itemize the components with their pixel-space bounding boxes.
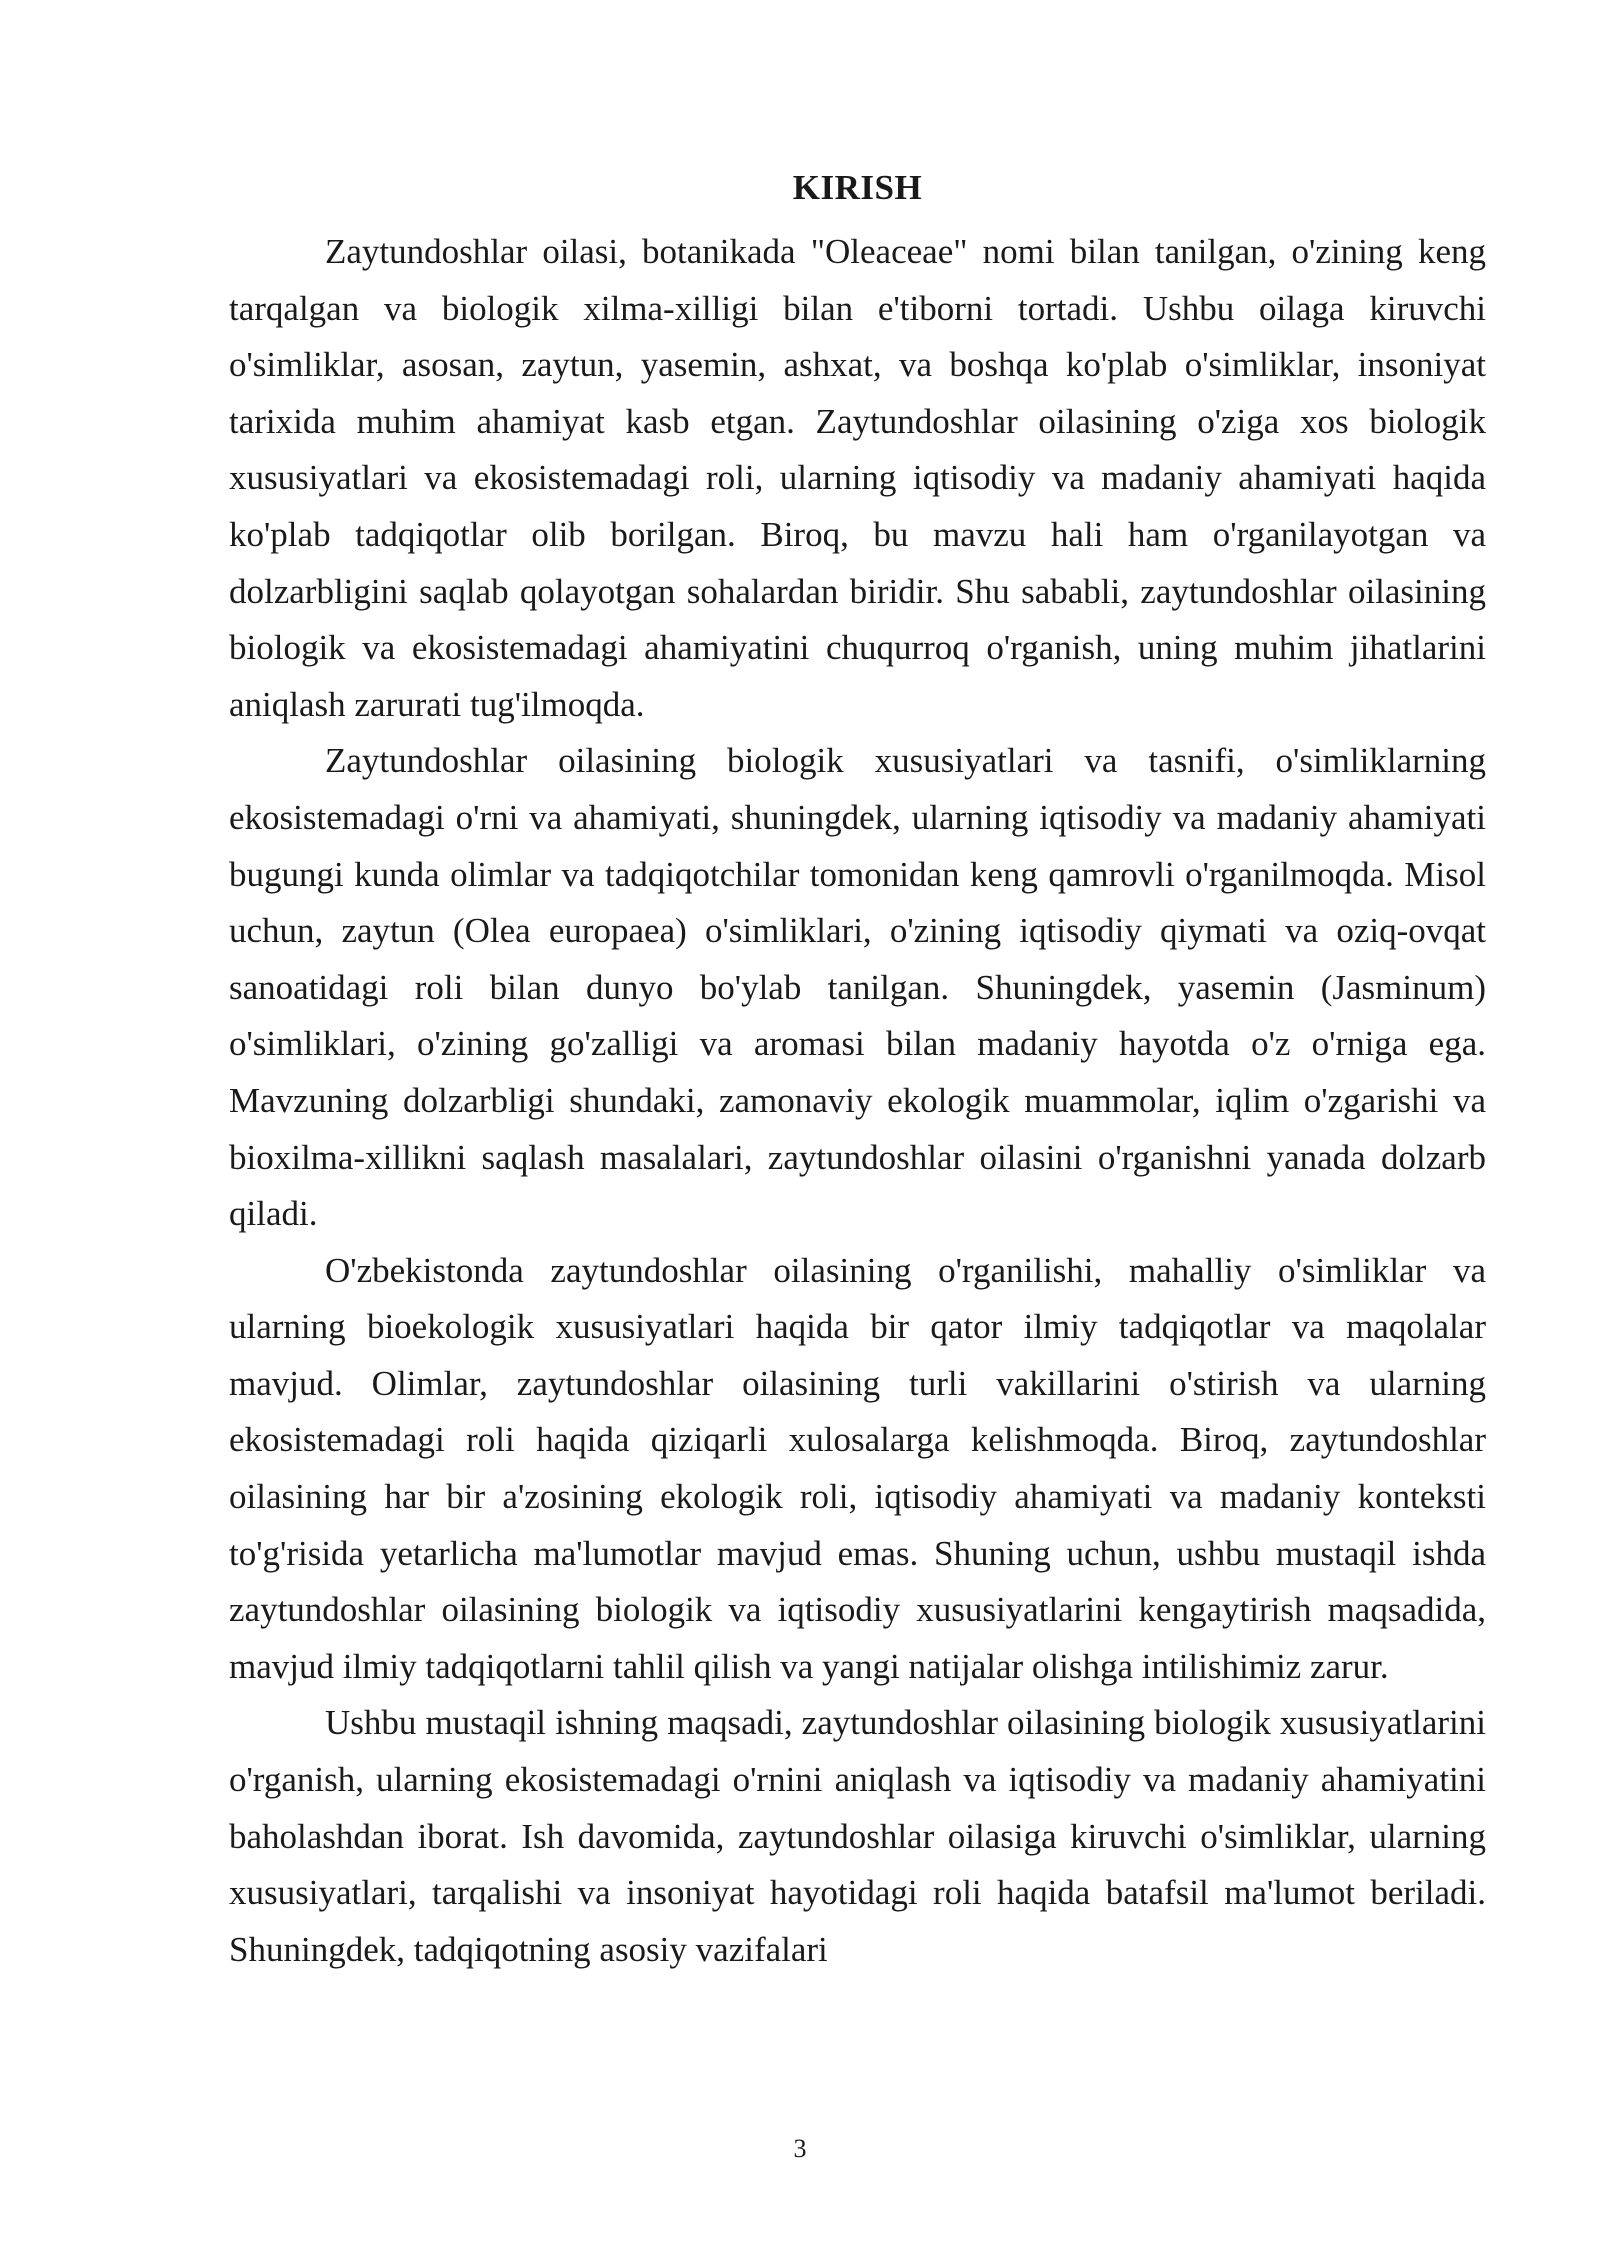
page-number: 3	[793, 2134, 807, 2163]
paragraph-1: Zaytundoshlar oilasi, botanikada "Oleaceae" nomi bilan tanilgan, o'zining keng tarqalgan va biologik xilma-xilligi bilan e'tiborni tortadi. Ushbu oilaga kiruvchi o'simliklar, asosan, zaytun, yasemin, ashxat, va boshqa ko'plab o'simliklar, insoniyat tarixida muhim ahamiyat kasb etgan. Zaytundoshlar oilasining o'ziga xos biologik xususiyatlari va ekosistemadagi roli, ularning iqtisodiy va madaniy ahamiyati haqida ko'plab tadqiqotlar olib borilgan. Biroq, bu mavzu hali ham o'rganilayotgan va dolzarbligini saqlab qolayotgan sohalardan biridir. Shu sababli, zaytundoshlar oilasining biologik va ekosistemadagi ahamiyatini chuqurroq o'rganish, uning muhim jihatlarini aniqlash zarurati tug'ilmoqda.	[229, 232, 1486, 724]
section-heading: KIRISH	[792, 168, 923, 207]
page-body	[229, 160, 1486, 1978]
paragraph-4: Ushbu mustaqil ishning maqsadi, zaytundoshlar oilasining biologik xususiyatlarini o'rganish, ularning ekosistemadagi o'rnini aniqlash va iqtisodiy va madaniy ahamiyatini baholashdan iborat. Ish davomida, zaytundoshlar oilasiga kiruvchi o'simliklar, ularning xususiyatlari, tarqalishi va insoniyat hayotidagi roli haqida batafsil ma'lumot beriladi. Shuningdek, tadqiqotning asosiy vazifalari	[229, 1703, 1486, 1969]
paragraph-2: Zaytundoshlar oilasining biologik xususiyatlari va tasnifi, o'simliklarning ekosistemadagi o'rni va ahamiyati, shuningdek, ularning iqtisodiy va madaniy ahamiyati bugungi kunda olimlar va tadqiqotchilar tomonidan keng qamrovli o'rganilmoqda. Misol uchun, zaytun (Olea europaea) o'simliklari, o'zining iqtisodiy qiymati va oziq-ovqat sanoatidagi roli bilan dunyo bo'ylab tanilgan. Shuningdek, yasemin (Jasminum) o'simliklari, o'zining go'zalligi va aromasi bilan madaniy hayotda o'z o'rniga ega. Mavzuning dolzarbligi shundaki, zamonaviy ekologik muammolar, iqlim o'zgarishi va bioxilma-xillikni saqlash masalalari, zaytundoshlar oilasini o'rganishni yanada dolzarb qiladi.	[229, 741, 1486, 1234]
paragraph-3: O'zbekistonda zaytundoshlar oilasining o'rganilishi, mahalliy o'simliklar va ularning bioekologik xususiyatlari haqida bir qator ilmiy tadqiqotlar va maqolalar mavjud. Olimlar, zaytundoshlar oilasining turli vakillarini o'stirish va ularning ekosistemadagi roli haqida qiziqarli xulosalarga kelishmoqda. Biroq, zaytundoshlar oilasining har bir a'zosining ekologik roli, iqtisodiy ahamiyati va madaniy konteksti to'g'risida yetarlicha ma'lumotlar mavjud emas. Shuning uchun, ushbu mustaqil ishda zaytundoshlar oilasining biologik va iqtisodiy xususiyatlarini kengaytirish maqsadida, mavjud ilmiy tadqiqotlarni tahlil qilish va yangi natijalar olishga intilishimiz zarur.	[229, 1250, 1486, 1686]
